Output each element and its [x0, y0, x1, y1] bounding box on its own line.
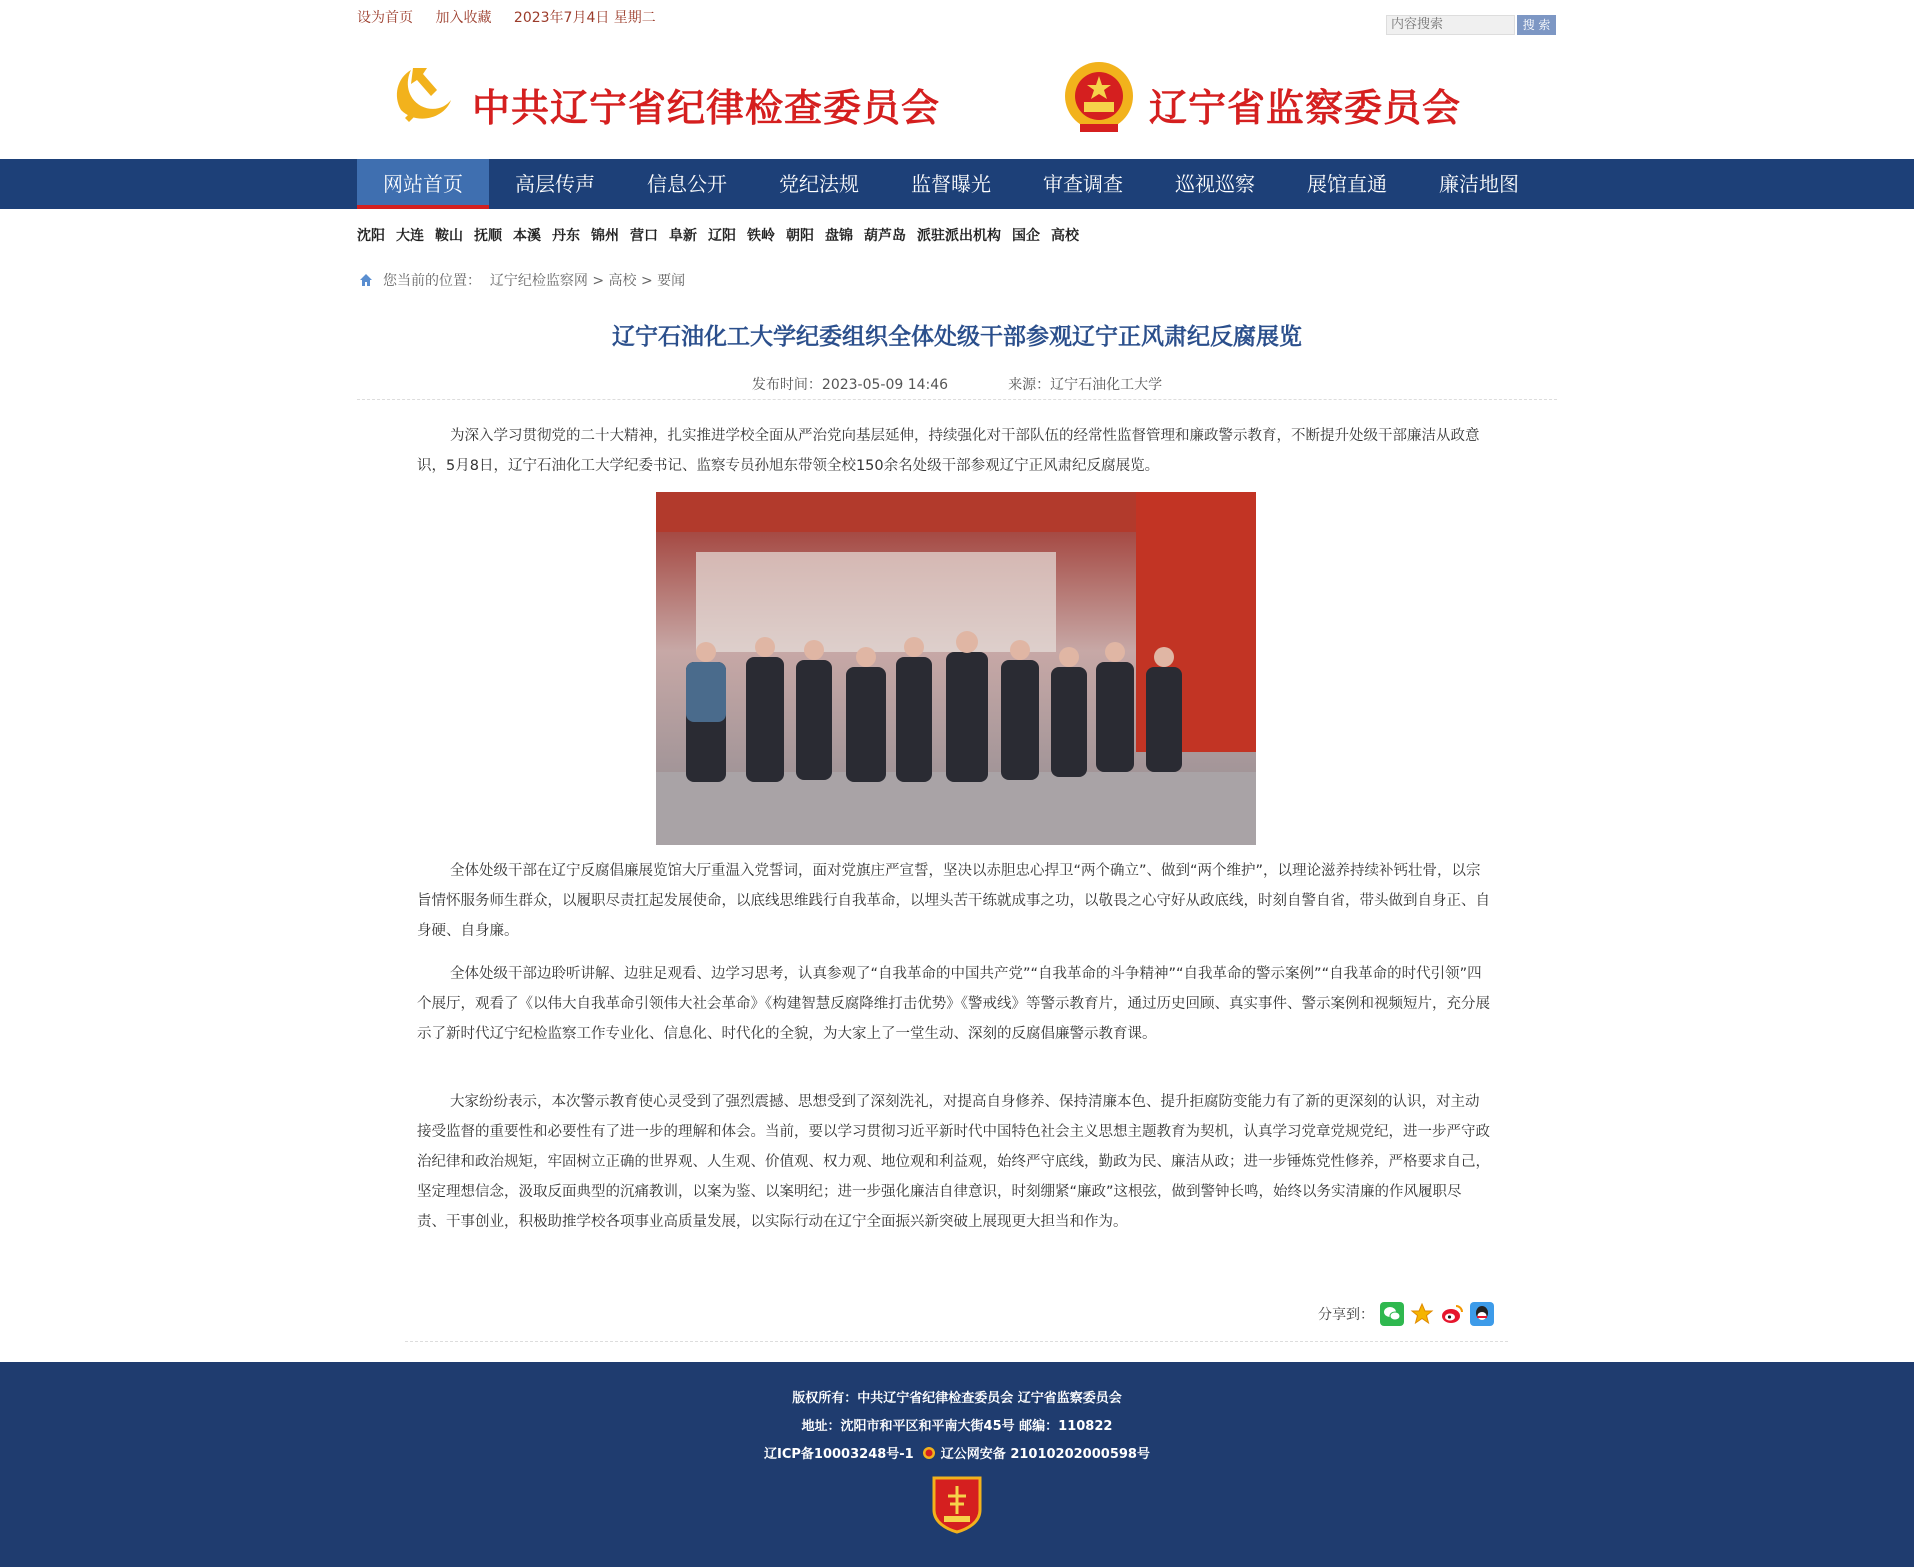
weibo-icon[interactable]	[1440, 1302, 1464, 1326]
qq-icon[interactable]	[1470, 1302, 1494, 1326]
nav-exhibition[interactable]: 展馆直通	[1307, 172, 1387, 196]
main-nav	[0, 159, 1914, 209]
police-badge-icon	[922, 1446, 936, 1460]
home-icon	[359, 273, 373, 287]
article-title: 辽宁石油化工大学纪委组织全体处级干部参观辽宁正风肃纪反腐展览	[612, 324, 1302, 350]
set-home-link[interactable]: 设为首页	[357, 10, 413, 26]
nav-leadership-voice[interactable]: 高层传声	[515, 172, 595, 196]
supervision-title: 辽宁省监察委员会	[1149, 86, 1462, 130]
nav-inspection[interactable]: 巡视巡察	[1175, 172, 1255, 196]
article-photo	[656, 492, 1256, 845]
article-paragraph: 为深入学习贯彻党的二十大精神，扎实推进学校全面从严治党向基层延伸，持续强化对干部队伍的经常性监督管理和廉政警示教育，不断提升处级干部廉洁从政意识，5月8日，辽宁石油化工大学纪委书记、监察专员孙旭东带领全校150余名处级干部参观辽宁正风肃纪反腐展览。	[417, 428, 1480, 474]
city-link[interactable]: 高校	[1051, 228, 1079, 244]
article-meta	[357, 374, 1557, 394]
breadcrumb	[357, 270, 1557, 290]
party-government-badge-icon[interactable]	[930, 1474, 984, 1534]
nav-home[interactable]: 网站首页	[357, 159, 489, 209]
city-link[interactable]: 派驻派出机构	[917, 228, 1001, 244]
nav-party-regulations[interactable]: 党纪法规	[779, 172, 859, 196]
nav-info-disclosure[interactable]: 信息公开	[647, 172, 727, 196]
city-link[interactable]: 盘锦	[825, 228, 853, 244]
article-source: 来源：辽宁石油化工大学	[1008, 377, 1163, 393]
breadcrumb-label: 您当前的位置：	[383, 273, 481, 289]
share-label: 分享到：	[1318, 1307, 1374, 1323]
city-link[interactable]: 国企	[1012, 228, 1040, 244]
city-link[interactable]: 葫芦岛	[864, 228, 906, 244]
search-box	[1386, 15, 1556, 37]
city-link[interactable]: 阜新	[669, 228, 697, 244]
city-link[interactable]: 本溪	[513, 228, 541, 244]
favorite-star-icon[interactable]	[1410, 1302, 1434, 1326]
city-link[interactable]: 丹东	[552, 228, 580, 244]
current-date: 2023年7月4日 星期二	[513, 10, 656, 26]
icp-link[interactable]: 辽ICP备10003248号-1	[764, 1447, 914, 1462]
city-link[interactable]: 辽阳	[708, 228, 736, 244]
nav-supervision-exposure[interactable]: 监督曝光	[911, 172, 991, 196]
footer-address: 地址：沈阳市和平区和平南大街45号 邮编：110822	[801, 1419, 1113, 1434]
city-link[interactable]: 抚顺	[474, 228, 502, 244]
site-header	[357, 55, 1557, 155]
site-footer	[0, 1362, 1914, 1567]
search-button[interactable]: 搜 索	[1517, 15, 1556, 35]
police-record-link[interactable]: 辽公网安备 21010202000598号	[940, 1447, 1150, 1462]
national-emblem-icon	[1062, 60, 1136, 136]
city-link[interactable]: 大连	[396, 228, 424, 244]
breadcrumb-path[interactable]: 辽宁纪检监察网 > 高校 > 要闻	[489, 273, 686, 289]
divider	[405, 1341, 1508, 1342]
wechat-icon[interactable]	[1380, 1302, 1404, 1326]
article-paragraph: 全体处级干部边聆听讲解、边驻足观看、边学习思考，认真参观了“自我革命的中国共产党”“自我革命的斗争精神”“自我革命的警示案例”“自我革命的时代引领”四个展厅，观看了《以伟大自我革命引领伟大社会革命》《构建智慧反腐降维打击优势》《警戒线》等警示教育片，通过历史回顾、真实事件、警示案例和视频短片，充分展示了新时代辽宁纪检监察工作专业化、信息化、时代化的全貌，为大家上了一堂生动、深刻的反腐倡廉警示教育课。	[417, 966, 1490, 1042]
search-input[interactable]	[1386, 15, 1515, 35]
city-link[interactable]: 沈阳	[357, 228, 385, 244]
bookmark-link[interactable]: 加入收藏	[435, 10, 492, 26]
party-emblem-icon	[387, 60, 457, 130]
share-bar	[1318, 1302, 1494, 1326]
nav-investigation[interactable]: 审查调查	[1043, 172, 1123, 196]
city-link[interactable]: 朝阳	[786, 228, 814, 244]
nav-integrity-map[interactable]: 廉洁地图	[1439, 172, 1519, 196]
city-links	[357, 225, 1557, 247]
city-link[interactable]: 营口	[630, 228, 658, 244]
commission-title: 中共辽宁省纪律检查委员会	[472, 86, 941, 130]
city-link[interactable]: 铁岭	[747, 228, 775, 244]
publish-time: 发布时间：2023-05-09 14:46	[751, 377, 949, 393]
article-paragraph: 全体处级干部在辽宁反腐倡廉展览馆大厅重温入党誓词，面对党旗庄严宣誓，坚决以赤胆忠心捍卫“两个确立”、做到“两个维护”，以理论滋养持续补钙壮骨，以宗旨情怀服务师生群众，以履职尽责扛起发展使命，以底线思维践行自我革命，以埋头苦干练就成事之功，以敬畏之心守好从政底线，时刻自警自省，带头做到自身正、自身硬、自身廉。	[417, 863, 1490, 939]
city-link[interactable]: 鞍山	[435, 228, 463, 244]
top-utility-bar	[357, 8, 1557, 34]
footer-copyright: 版权所有：中共辽宁省纪律检查委员会 辽宁省监察委员会	[792, 1391, 1122, 1406]
article-paragraph: 大家纷纷表示，本次警示教育使心灵受到了强烈震撼、思想受到了深刻洗礼，对提高自身修养、保持清廉本色、提升拒腐防变能力有了新的更深刻的认识，对主动接受监督的重要性和必要性有了进一步的理解和体会。当前，要以学习贯彻习近平新时代中国特色社会主义思想主题教育为契机，认真学习党章党规党纪，进一步严守政治纪律和政治规矩，牢固树立正确的世界观、人生观、价值观、权力观、地位观和利益观，始终严守底线，勤政为民、廉洁从政；进一步锤炼党性修养，严格要求自己，坚定理想信念，汲取反面典型的沉痛教训，以案为鉴、以案明纪；进一步强化廉洁自律意识，时刻绷紧“廉政”这根弦，做到警钟长鸣，始终以务实清廉的作风履职尽责、干事创业，积极助推学校各项事业高质量发展，以实际行动在辽宁全面振兴新突破上展现更大担当和作为。	[417, 1094, 1490, 1230]
footer-registration	[0, 1443, 1914, 1462]
city-link[interactable]: 锦州	[591, 228, 619, 244]
divider	[357, 399, 1557, 400]
